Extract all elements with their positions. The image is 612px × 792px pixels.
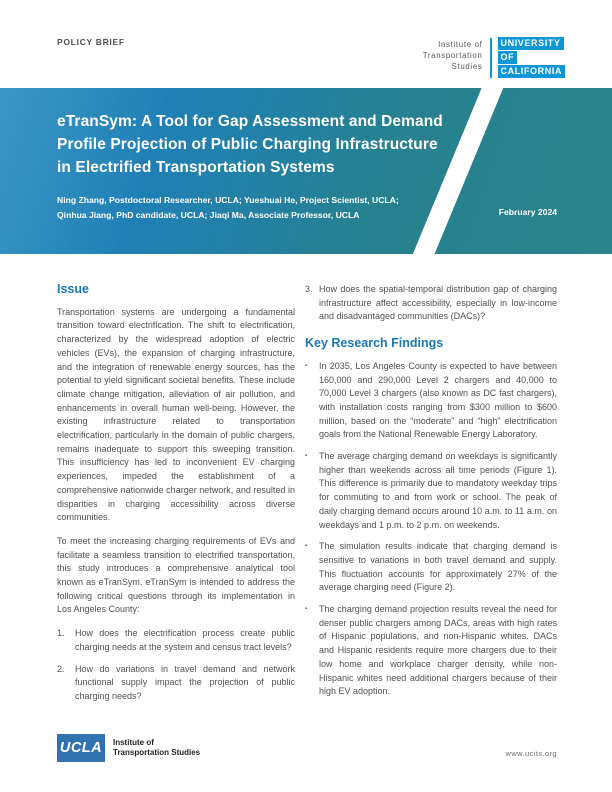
question-number: 1. (57, 628, 65, 639)
uc-logo-line: CALIFORNIA (498, 65, 566, 78)
question-number: 2. (57, 663, 65, 674)
authors-line: Ning Zhang, Postdoctoral Researcher, UCLA; Yueshuai He, Project Scientist, UCLA; (57, 195, 399, 205)
finding-item (305, 540, 557, 595)
university-of-california-logo (498, 37, 566, 79)
bullet-icon: ▪ (305, 606, 308, 613)
finding-text: The charging demand projection results reveal the need for denser public chargers among DACs, areas with high rates of Hispanic populations, and non-Hispanic whites. DACs and Hispanic residents require more chargers due to their low home and workplace charger density, while non-Hispanic whites need additional chargers because of their high EV adoption. (319, 604, 557, 697)
issue-heading: Issue (57, 282, 89, 296)
brief-title-line: eTranSym: A Tool for Gap Assessment and Demand (57, 113, 443, 130)
finding-text: The simulation results indicate that charging demand is sensitive to variations in both travel demand and supply. This fluctuation accounts for approximately 27% of the average charging need (Figure 2). (319, 541, 557, 593)
bullet-icon: ▪ (305, 453, 308, 460)
uc-its-logo (423, 37, 565, 79)
bullet-icon: ▪ (305, 362, 308, 369)
question-number: 3. (305, 284, 313, 294)
title-banner (0, 88, 612, 254)
finding-text: In 2035, Los Angeles County is expected to have between 160,000 and 290,000 Level 2 chargers and 40,000 to 70,000 Level 3 chargers (also known as DC fast chargers), with installation costs ranging from $300 million to $600 million, based on the “moderate” and “high” electrification goals from the National Renewable Energy Laboratory. (319, 360, 557, 440)
body-columns (57, 283, 557, 712)
policy-brief-label: POLICY BRIEF (57, 37, 125, 47)
logo-divider (490, 38, 492, 78)
question-text: How does the electrification process create public charging needs at the system and census tract levels? (75, 628, 295, 652)
issue-paragraph: Transportation systems are undergoing a fundamental transition toward electrification. The shift to electrification, characterized by the widespread adoption of electric vehicles (EVs), the expansion of charging infrastructure, and the integration of renewable energy sources, has the potential to yield significant societal benefits. These include climate change mitigation, alleviation of air pollution, and enhancements in overall human well-being. However, the existing infrastructure related to transportation electrification, particularly in the domain of public chargers, remains inadequate to support this sweeping transition. This insufficiency has led to inconvenient EV charging experiences, impeded the establishment of a comprehensive nationwide charger network, and resulted in disparities in charging accessibility across diverse communities. (57, 306, 295, 523)
issue-paragraph: To meet the increasing charging requirements of EVs and facilitate a seamless transition to electrified transportation, this study introduces a comprehensive analytical tool known as eTranSym. eTranSym is intended to address the following critical questions through its implementation in Los Angeles County: (57, 535, 295, 615)
uc-logo-line: UNIVERSITY (498, 37, 564, 50)
its-wordmark-line: Studies (451, 62, 483, 71)
authors (57, 193, 399, 222)
question-text: How do variations in travel demand and network functional supply impact the projection of public charging needs? (75, 663, 295, 701)
its-footer-line: Institute of (113, 737, 154, 747)
question-text: How does the spatial-temporal distribution gap of charging infrastructure affect accessibility, especially in low-income and disadvantaged communities (DACs)? (319, 284, 557, 322)
question-item (305, 283, 557, 324)
website-link[interactable]: www.ucits.org (505, 749, 557, 758)
authors-line: Qinhua Jiang, PhD candidate, UCLA; Jiaqi Ma, Associate Professor, UCLA (57, 209, 360, 220)
its-footer-line: Transportation Studies (113, 748, 201, 757)
ucla-its-logo (57, 734, 200, 762)
its-wordmark (423, 37, 483, 79)
brief-title-line: Profile Projection of Public Charging Infrastructure (57, 136, 438, 153)
brief-title-line: in Electrified Transportation Systems (57, 159, 335, 176)
question-item (57, 663, 295, 704)
finding-text: The average charging demand on weekdays is significantly higher than weekends across all time periods (Figure 1). This difference is primarily due to mandatory weekday trips for commuting to and from work or school. The peak of daily charging demand occurs around 10 a.m. to 11 a.m. on weekdays and 1 p.m. to 2 p.m. on weekends. (319, 451, 557, 530)
finding-item (305, 603, 557, 699)
ucla-logo: UCLA (57, 734, 105, 762)
question-item (57, 627, 295, 654)
findings-heading: Key Research Findings (305, 336, 444, 351)
publication-date: February 2024 (498, 207, 557, 217)
its-footer-wordmark (113, 738, 200, 759)
left-column (57, 283, 295, 712)
its-wordmark-line: Transportation (422, 51, 483, 60)
right-column (305, 283, 557, 712)
brief-title (57, 110, 443, 179)
finding-item (305, 360, 557, 442)
bullet-icon: ▪ (305, 543, 308, 550)
finding-item (305, 450, 557, 532)
its-wordmark-line: Institute of (438, 40, 483, 49)
uc-logo-line: OF (498, 51, 518, 64)
